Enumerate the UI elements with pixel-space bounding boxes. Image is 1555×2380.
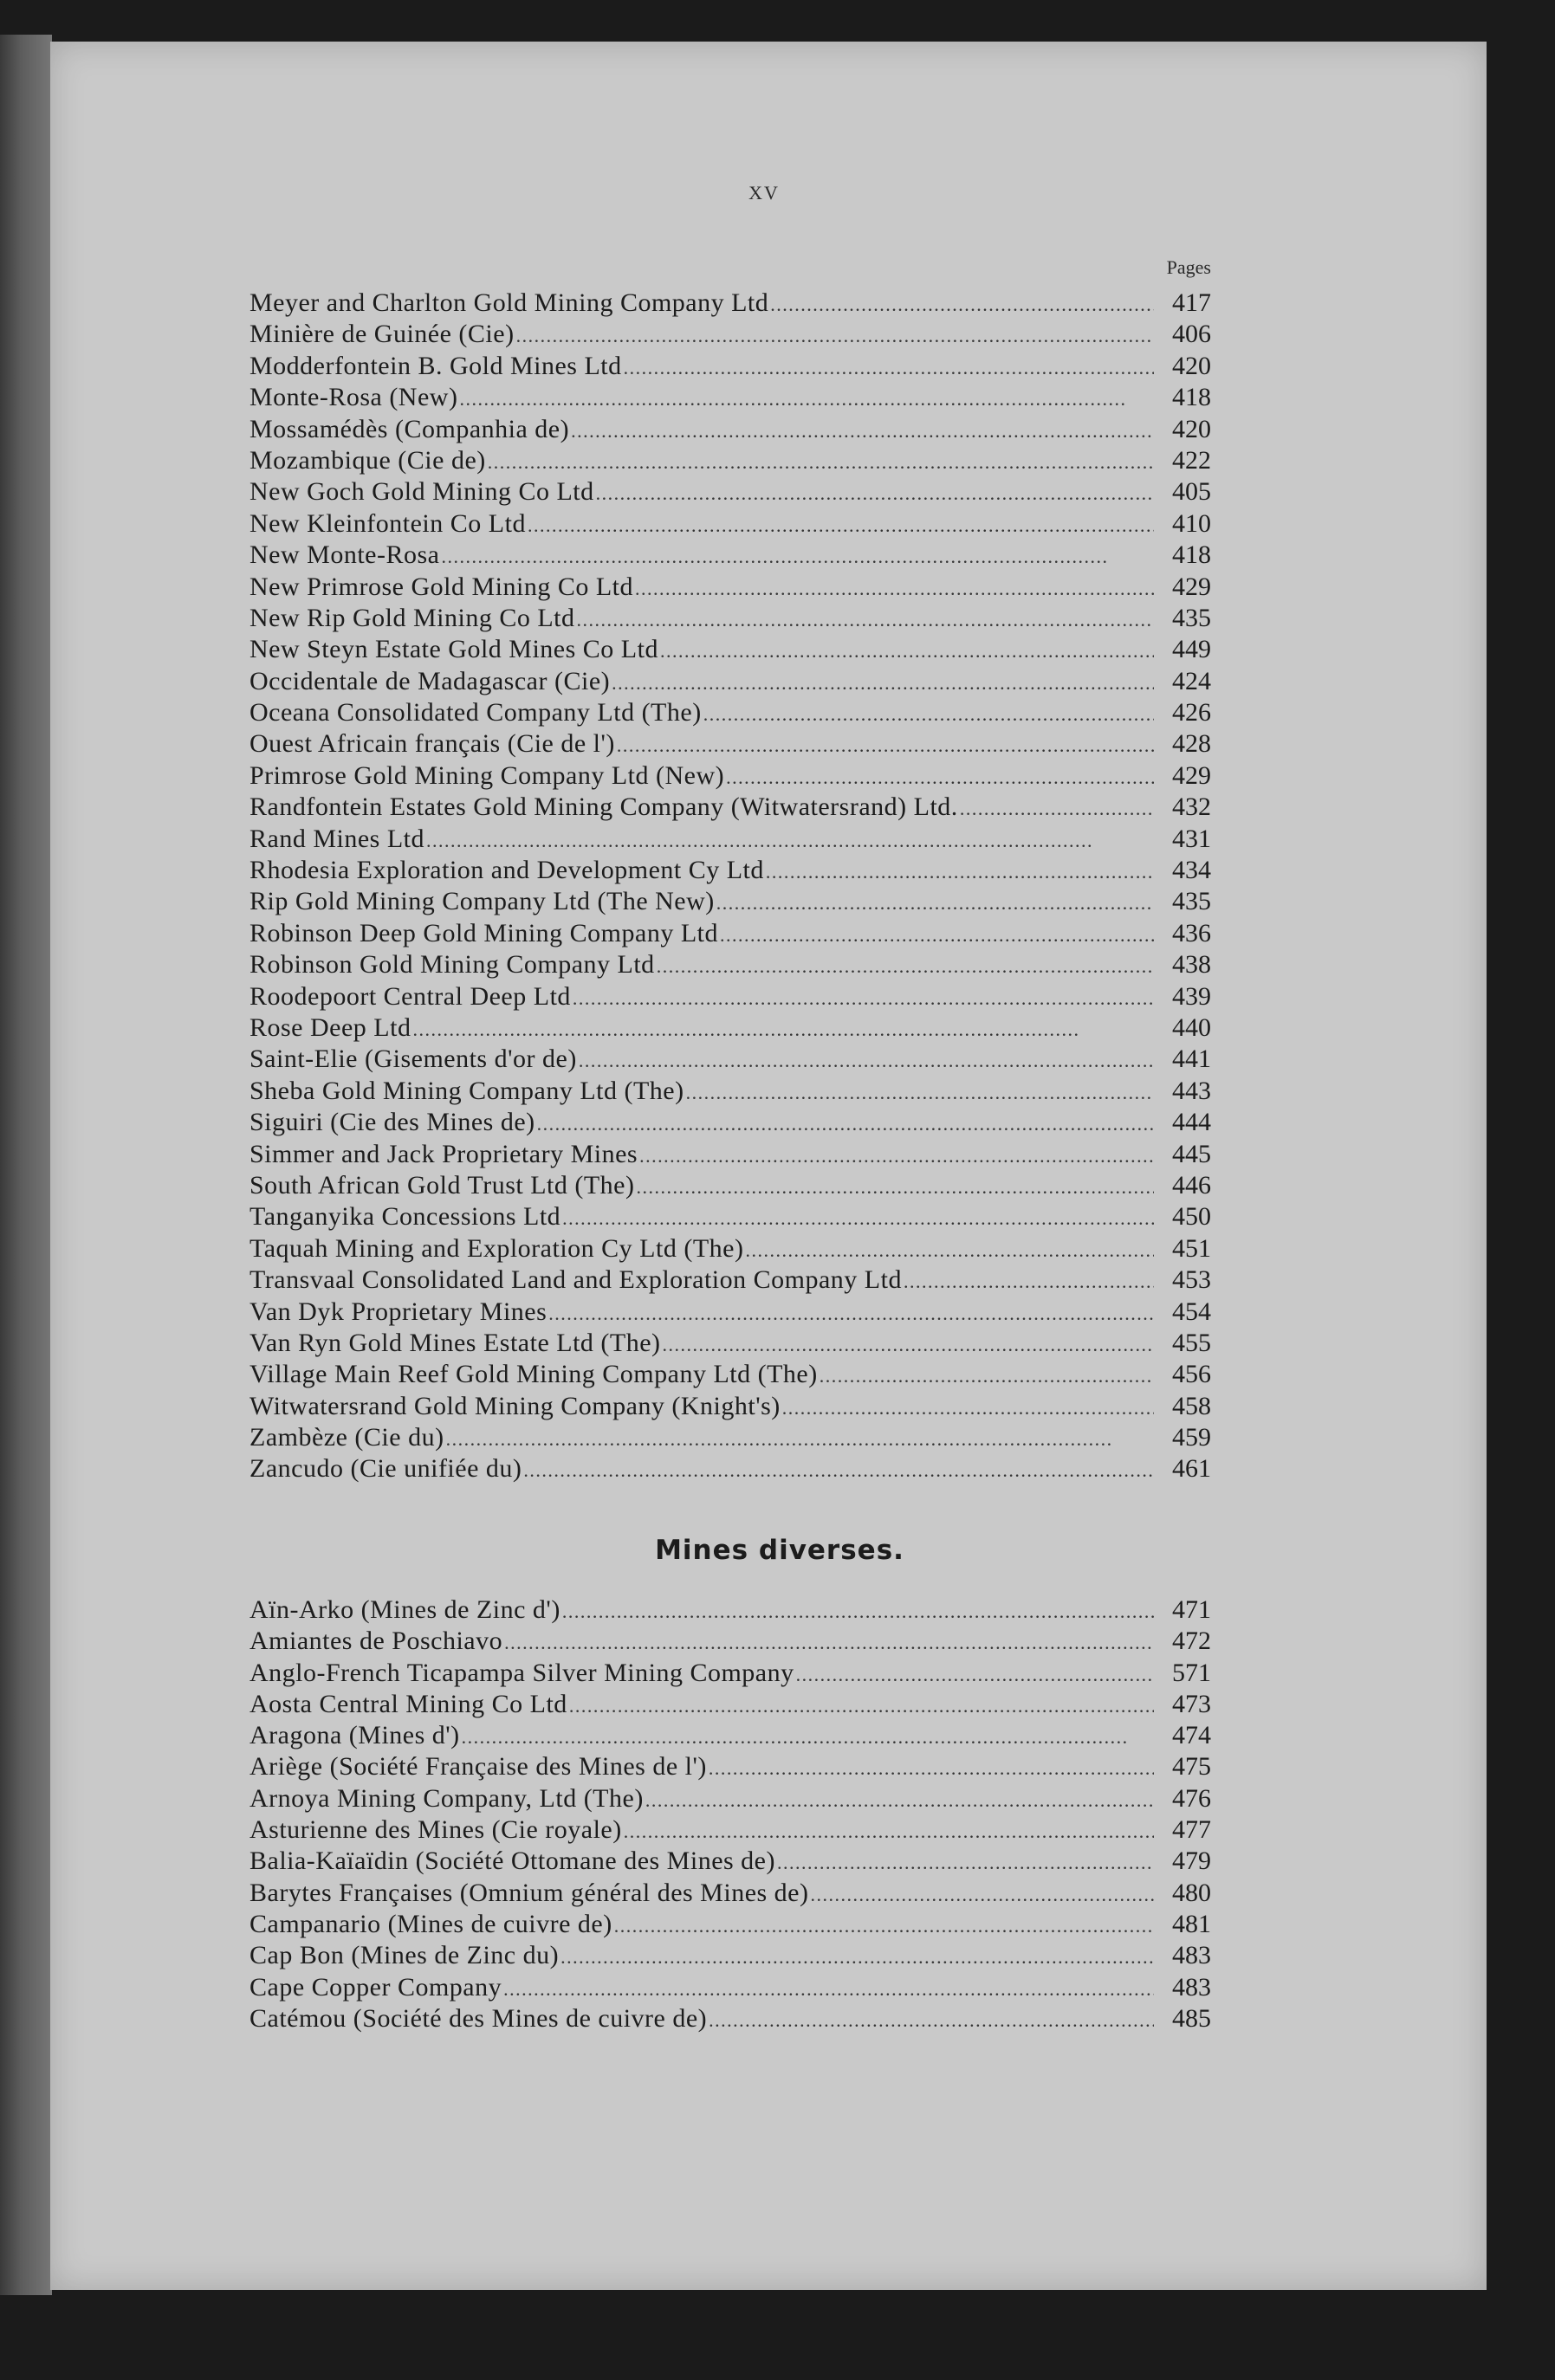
index-entry — [249, 1973, 1211, 2004]
entry-name: Catémou (Société des Mines de cuivre de) — [249, 2003, 708, 2033]
dot-leader — [573, 987, 1154, 1010]
index-entry — [249, 1454, 1211, 1485]
index-entry — [249, 1690, 1211, 1721]
entry-name: Rhodesia Exploration and Development Cy Ltd — [249, 856, 764, 885]
entry-page-number: 428 — [1172, 729, 1211, 759]
dot-leader — [560, 1946, 1154, 1969]
entry-page-number: 474 — [1172, 1721, 1211, 1750]
entry-name: Rip Gold Mining Company Ltd (The New) — [249, 887, 715, 916]
dot-leader — [462, 1726, 1154, 1749]
entry-name: Ariège (Société Française des Mines de l') — [249, 1752, 707, 1782]
entry-page-number: 473 — [1172, 1689, 1211, 1718]
entry-name: Aragona (Mines d') — [249, 1721, 460, 1750]
index-entry — [249, 1077, 1211, 1108]
entry-page-number: 435 — [1172, 887, 1211, 916]
index-entry — [249, 950, 1211, 981]
dot-leader — [571, 420, 1154, 443]
index-entry — [249, 540, 1211, 572]
dot-leader — [709, 2009, 1154, 2032]
index-entry — [249, 1140, 1211, 1171]
dot-leader — [709, 1757, 1154, 1780]
dot-leader — [459, 388, 1154, 411]
entry-page-number: 434 — [1172, 856, 1211, 885]
index-entry — [249, 792, 1211, 824]
entry-name: New Goch Gold Mining Co Ltd — [249, 477, 594, 507]
entry-page-number: 420 — [1172, 351, 1211, 380]
entry-page-number: 406 — [1172, 320, 1211, 349]
entry-name: Transvaal Consolidated Land and Exploration Company Ltd — [249, 1265, 902, 1295]
index-entry — [249, 761, 1211, 792]
entry-page-number: 453 — [1172, 1265, 1211, 1295]
entry-name: Siguiri (Cie des Mines de) — [249, 1108, 535, 1137]
entry-name: Roodepoort Central Deep Ltd — [249, 981, 571, 1011]
entry-name: Arnoya Mining Company, Ltd (The) — [249, 1783, 644, 1813]
entry-name: Oceana Consolidated Company Ltd (The) — [249, 698, 702, 728]
entry-name: Rand Mines Ltd — [249, 824, 424, 853]
entry-name: Randfontein Estates Gold Mining Company (Witwatersrand) Ltd. — [249, 792, 958, 822]
index-entry — [249, 1171, 1211, 1202]
entry-name: New Rip Gold Mining Co Ltd — [249, 603, 575, 632]
entry-name: Meyer and Charlton Gold Mining Company Ltd — [249, 288, 769, 317]
index-list-gold-mines — [249, 288, 1211, 1486]
page-folio: XV — [748, 182, 780, 204]
entry-page-number: 439 — [1172, 981, 1211, 1011]
entry-name: New Kleinfontein Co Ltd — [249, 508, 526, 538]
index-entry — [249, 667, 1211, 698]
index-entry — [249, 825, 1211, 856]
dot-leader — [716, 892, 1154, 915]
entry-page-number: 418 — [1172, 540, 1211, 570]
entry-name: New Monte-Rosa — [249, 540, 440, 570]
index-entry — [249, 1784, 1211, 1815]
dot-leader — [745, 1239, 1154, 1262]
entry-page-number: 485 — [1172, 2003, 1211, 2033]
entry-name: Mossamédès (Companhia de) — [249, 414, 570, 443]
entry-name: Ouest Africain français (Cie de l') — [249, 729, 615, 759]
index-entry — [249, 1659, 1211, 1690]
dot-leader — [579, 1050, 1154, 1072]
index-entry — [249, 1910, 1211, 1941]
entry-name: Minière de Guinée (Cie) — [249, 320, 515, 349]
dot-leader — [770, 294, 1154, 316]
index-entry — [249, 919, 1211, 950]
entry-name: Zambèze (Cie du) — [249, 1423, 444, 1452]
dot-leader — [624, 1821, 1154, 1843]
dot-leader — [577, 609, 1154, 631]
dot-leader — [777, 1852, 1154, 1874]
entry-name: Zancudo (Cie unifiée du) — [249, 1454, 522, 1484]
dot-leader — [686, 1082, 1154, 1104]
dot-leader — [503, 1978, 1154, 2001]
index-entry — [249, 1297, 1211, 1329]
entry-page-number: 483 — [1172, 1941, 1211, 1970]
index-entry — [249, 635, 1211, 666]
entry-page-number: 480 — [1172, 1878, 1211, 1907]
entry-name: Rose Deep Ltd — [249, 1012, 411, 1042]
dot-leader — [645, 1789, 1154, 1812]
entry-page-number: 476 — [1172, 1783, 1211, 1813]
index-entry — [249, 1627, 1211, 1658]
index-entry — [249, 1941, 1211, 1972]
entry-name: Van Dyk Proprietary Mines — [249, 1297, 547, 1326]
entry-page-number: 429 — [1172, 760, 1211, 790]
dot-leader — [726, 766, 1154, 789]
entry-page-number: 461 — [1172, 1454, 1211, 1484]
index-entry — [249, 1879, 1211, 1910]
entry-page-number: 472 — [1172, 1627, 1211, 1656]
dot-leader — [960, 798, 1154, 820]
entry-name: Asturienne des Mines (Cie royale) — [249, 1815, 622, 1845]
entry-page-number: 438 — [1172, 950, 1211, 980]
entry-name: Cap Bon (Mines de Zinc du) — [249, 1941, 560, 1970]
index-entry — [249, 1202, 1211, 1233]
section-title-mines-diverses: Mines diverses. — [655, 1535, 904, 1566]
entry-page-number: 450 — [1172, 1202, 1211, 1232]
dot-leader — [660, 640, 1154, 663]
index-entry — [249, 1265, 1211, 1297]
entry-name: Monte-Rosa (New) — [249, 383, 458, 412]
dot-leader — [523, 1459, 1154, 1482]
entry-name: Village Main Reef Gold Mining Company Ltd (The) — [249, 1360, 818, 1389]
entry-page-number: 475 — [1172, 1752, 1211, 1782]
dot-leader — [446, 1428, 1154, 1451]
index-entry — [249, 698, 1211, 729]
dot-leader — [635, 578, 1154, 600]
entry-name: New Steyn Estate Gold Mines Co Ltd — [249, 635, 658, 664]
index-entry — [249, 320, 1211, 351]
entry-page-number: 571 — [1172, 1658, 1211, 1687]
dot-leader — [639, 1145, 1154, 1167]
entry-page-number: 445 — [1172, 1139, 1211, 1168]
index-entry — [249, 1108, 1211, 1139]
entry-page-number: 429 — [1172, 572, 1211, 601]
entry-page-number: 405 — [1172, 477, 1211, 507]
dot-leader — [703, 703, 1154, 726]
entry-name: Amiantes de Poschiavo — [249, 1627, 503, 1656]
dot-leader — [637, 1176, 1155, 1199]
dot-leader — [596, 482, 1154, 505]
entry-page-number: 443 — [1172, 1076, 1211, 1105]
index-entry — [249, 1815, 1211, 1846]
index-entry — [249, 477, 1211, 508]
index-entry — [249, 1013, 1211, 1044]
dot-leader — [562, 1207, 1154, 1230]
entry-name: Sheba Gold Mining Company Ltd (The) — [249, 1076, 684, 1105]
entry-page-number: 446 — [1172, 1170, 1211, 1200]
index-entry — [249, 446, 1211, 477]
pages-column-header: Pages — [1166, 256, 1211, 278]
index-entry — [249, 1423, 1211, 1454]
index-entry — [249, 856, 1211, 887]
index-entry — [249, 604, 1211, 635]
entry-name: Robinson Deep Gold Mining Company Ltd — [249, 918, 718, 947]
entry-page-number: 479 — [1172, 1846, 1211, 1876]
entry-name: Aosta Central Mining Co Ltd — [249, 1689, 567, 1718]
entry-name: Anglo-French Ticapampa Silver Mining Company — [249, 1658, 794, 1687]
index-entry — [249, 2004, 1211, 2035]
index-entry — [249, 352, 1211, 383]
index-entry — [249, 1595, 1211, 1627]
entry-name: Aïn-Arko (Mines de Zinc d') — [249, 1595, 560, 1624]
dot-leader — [766, 861, 1154, 883]
entry-name: Saint-Elie (Gisements d'or de) — [249, 1044, 577, 1074]
dot-leader — [488, 451, 1154, 474]
index-entry — [249, 1392, 1211, 1423]
dot-leader — [412, 1019, 1154, 1041]
entry-page-number: 420 — [1172, 414, 1211, 443]
entry-name: Taquah Mining and Exploration Cy Ltd (The) — [249, 1233, 744, 1263]
index-entry — [249, 1329, 1211, 1360]
dot-leader — [617, 734, 1154, 757]
dot-leader — [516, 325, 1154, 347]
entry-page-number: 456 — [1172, 1360, 1211, 1389]
dot-leader — [537, 1113, 1154, 1135]
dot-leader — [548, 1303, 1154, 1325]
entry-name: Witwatersrand Gold Mining Company (Knight's) — [249, 1391, 781, 1420]
dot-leader — [904, 1271, 1154, 1293]
entry-page-number: 455 — [1172, 1328, 1211, 1357]
entry-page-number: 426 — [1172, 698, 1211, 728]
entry-page-number: 481 — [1172, 1909, 1211, 1938]
dot-leader — [624, 357, 1154, 379]
index-entry — [249, 415, 1211, 446]
entry-page-number: 410 — [1172, 508, 1211, 538]
index-entry — [249, 1360, 1211, 1391]
index-entry — [249, 1752, 1211, 1783]
index-entry — [249, 982, 1211, 1013]
entry-page-number: 431 — [1172, 824, 1211, 853]
entry-name: Modderfontein B. Gold Mines Ltd — [249, 351, 622, 380]
entry-page-number: 477 — [1172, 1815, 1211, 1845]
entry-page-number: 424 — [1172, 666, 1211, 695]
dot-leader — [441, 546, 1154, 568]
entry-name: Campanario (Mines de cuivre de) — [249, 1909, 612, 1938]
index-entry — [249, 1721, 1211, 1752]
entry-name: Robinson Gold Mining Company Ltd — [249, 950, 655, 980]
dot-leader — [614, 1915, 1154, 1937]
index-entry — [249, 729, 1211, 760]
index-entry — [249, 1044, 1211, 1076]
entry-name: South African Gold Trust Ltd (The) — [249, 1170, 635, 1200]
dot-leader — [782, 1397, 1154, 1420]
entry-name: New Primrose Gold Mining Co Ltd — [249, 572, 633, 601]
entry-page-number: 444 — [1172, 1108, 1211, 1137]
entry-page-number: 454 — [1172, 1297, 1211, 1326]
entry-page-number: 483 — [1172, 1972, 1211, 2002]
entry-name: Mozambique (Cie de) — [249, 445, 486, 475]
entry-name: Cape Copper Company — [249, 1972, 502, 2002]
entry-page-number: 441 — [1172, 1044, 1211, 1074]
dot-leader — [811, 1884, 1155, 1906]
index-entry — [249, 383, 1211, 414]
entry-page-number: 436 — [1172, 918, 1211, 947]
index-entry — [249, 887, 1211, 918]
index-list-mines-diverses — [249, 1595, 1211, 2035]
book-spine-edge — [0, 35, 52, 2295]
dot-leader — [504, 1632, 1154, 1654]
entry-page-number: 471 — [1172, 1595, 1211, 1624]
index-entry — [249, 509, 1211, 540]
dot-leader — [426, 830, 1154, 852]
dot-leader — [796, 1664, 1154, 1686]
dot-leader — [562, 1601, 1154, 1623]
entry-name: Tanganyika Concessions Ltd — [249, 1202, 561, 1232]
entry-page-number: 417 — [1172, 288, 1211, 317]
entry-page-number: 451 — [1172, 1233, 1211, 1263]
dot-leader — [569, 1695, 1154, 1717]
dot-leader — [528, 514, 1154, 537]
dot-leader — [663, 1334, 1154, 1356]
dot-leader — [820, 1365, 1154, 1387]
entry-page-number: 432 — [1172, 792, 1211, 822]
entry-name: Barytes Françaises (Omnium général des Mines de) — [249, 1878, 809, 1907]
entry-name: Simmer and Jack Proprietary Mines — [249, 1139, 638, 1168]
entry-name: Balia-Kaïaïdin (Société Ottomane des Mines de) — [249, 1846, 775, 1876]
dot-leader — [657, 955, 1154, 978]
index-entry — [249, 572, 1211, 604]
entry-name: Van Ryn Gold Mines Estate Ltd (The) — [249, 1328, 661, 1357]
entry-name: Occidentale de Madagascar (Cie) — [249, 666, 611, 695]
entry-page-number: 422 — [1172, 445, 1211, 475]
entry-page-number: 458 — [1172, 1391, 1211, 1420]
index-entry — [249, 1234, 1211, 1265]
entry-name: Primrose Gold Mining Company Ltd (New) — [249, 760, 725, 790]
entry-page-number: 418 — [1172, 383, 1211, 412]
entry-page-number: 440 — [1172, 1012, 1211, 1042]
dot-leader — [612, 672, 1154, 695]
dot-leader — [720, 924, 1154, 947]
index-entry — [249, 288, 1211, 320]
entry-page-number: 435 — [1172, 603, 1211, 632]
entry-page-number: 459 — [1172, 1423, 1211, 1452]
entry-page-number: 449 — [1172, 635, 1211, 664]
index-entry — [249, 1846, 1211, 1878]
